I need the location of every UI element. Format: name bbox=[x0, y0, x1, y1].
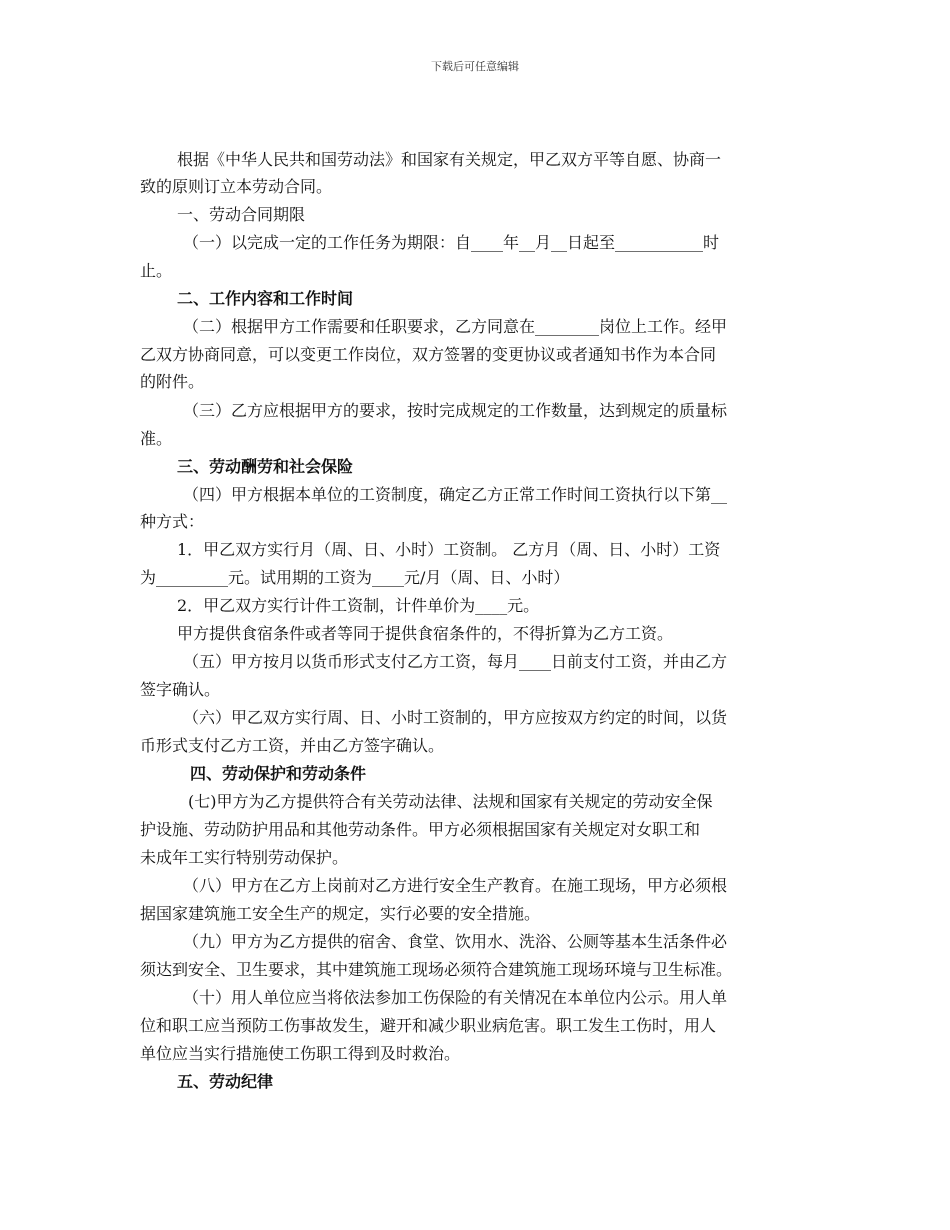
body-line: 致的原则订立本劳动合同。 bbox=[140, 177, 333, 196]
body-line: 护设施、劳动防护用品和其他劳动条件。甲方必须根据国家有关规定对女职工和 bbox=[140, 820, 701, 839]
body-line: （十）用人单位应当将依法参加工伤保险的有关情况在本单位内公示。用人单 bbox=[183, 988, 728, 1007]
body-line: 乙双方协商同意，可以变更工作岗位，双方签署的变更协议或者通知书作为本合同 bbox=[140, 345, 717, 364]
body-line: （六）甲乙双方实行周、日、小时工资制的，甲方应按双方约定的时间，以货 bbox=[183, 708, 728, 727]
body-line: 位和职工应当预防工伤事故发生，避开和减少职业病危害。职工发生工伤时，用人 bbox=[140, 1016, 717, 1035]
section-heading: 四、劳动保护和劳动条件 bbox=[190, 764, 367, 783]
body-line: （一）以完成一定的工作任务为期限：自____年__月__日起至___________时 bbox=[183, 233, 720, 252]
body-line: 签字确认。 bbox=[140, 680, 221, 699]
section-heading: 三、劳动酬劳和社会保险 bbox=[177, 457, 354, 476]
body-line: 根据《中华人民共和国劳动法》和国家有关规定，甲乙双方平等自愿、协商一 bbox=[177, 150, 722, 169]
body-line: 止。 bbox=[140, 261, 173, 280]
body-line: （八）甲方在乙方上岗前对乙方进行安全生产教育。在施工现场，甲方必须根 bbox=[183, 876, 728, 895]
body-line: （九）甲方为乙方提供的宿舍、食堂、饮用水、洗浴、公厕等基本生活条件必 bbox=[183, 932, 728, 951]
body-line: 须达到安全、卫生要求，其中建筑施工现场必须符合建筑施工现场环境与卫生标准。 bbox=[140, 960, 733, 979]
section-heading: 二、工作内容和工作时间 bbox=[177, 289, 354, 308]
body-line: 据国家建筑施工安全生产的规定，实行必要的安全措施。 bbox=[140, 904, 541, 923]
section-heading: 一、劳动合同期限 bbox=[177, 205, 306, 224]
body-line: （四）甲方根据本单位的工资制度，确定乙方正常工作时间工资执行以下第__ bbox=[183, 485, 728, 504]
body-line: 未成年工实行特别劳动保护。 bbox=[140, 848, 349, 867]
section-heading: 五、劳动纪律 bbox=[177, 1072, 274, 1091]
body-line: 币形式支付乙方工资，并由乙方签字确认。 bbox=[140, 736, 445, 755]
body-line: 2．甲乙双方实行计件工资制，计件单价为____元。 bbox=[177, 596, 540, 615]
body-line: 1．甲乙双方实行月（周、日、小时）工资制。 乙方月（周、日、小时）工资 bbox=[177, 540, 721, 559]
body-line: （三）乙方应根据甲方的要求，按时完成规定的工作数量，达到规定的质量标 bbox=[183, 401, 728, 420]
body-line: 甲方提供食宿条件或者等同于提供食宿条件的，不得折算为乙方工资。 bbox=[177, 624, 674, 643]
body-line: (七)甲方为乙方提供符合有关劳动法律、法规和国家有关规定的劳动安全保 bbox=[188, 792, 713, 811]
body-line: 准。 bbox=[140, 429, 173, 448]
body-line: 种方式： bbox=[140, 512, 205, 531]
body-line: 的附件。 bbox=[140, 372, 205, 391]
body-line: 为_________元。试用期的工资为____元/月（周、日、小时） bbox=[140, 568, 570, 587]
body-line: （二）根据甲方工作需要和任职要求，乙方同意在________岗位上工作。经甲 bbox=[183, 317, 728, 336]
body-line: 单位应当实行措施使工伤职工得到及时救治。 bbox=[140, 1044, 461, 1063]
header-note: 下载后可任意编辑 bbox=[431, 60, 519, 73]
body-line: （五）甲方按月以货币形式支付乙方工资，每月____日前支付工资，并由乙方 bbox=[183, 652, 728, 671]
